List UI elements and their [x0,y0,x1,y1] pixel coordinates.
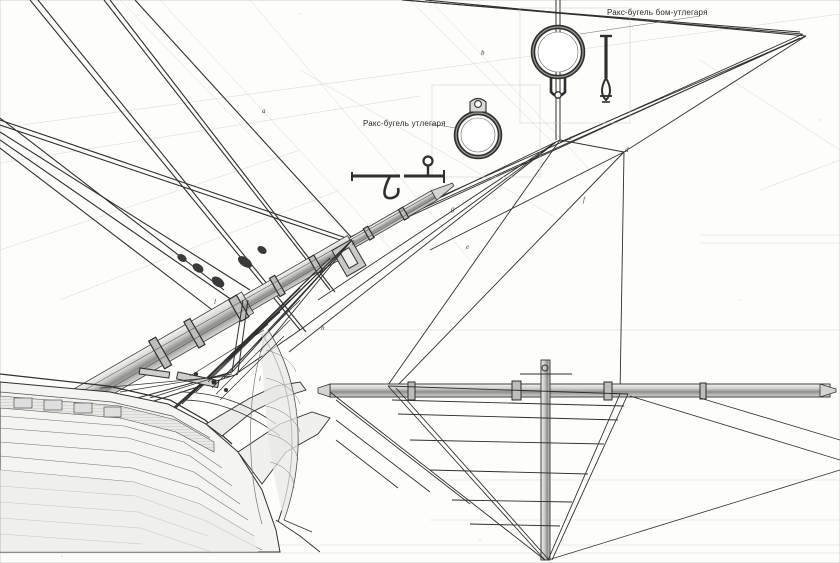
reference-mark-e: e [466,243,470,251]
caption-jib-boom-ring: Ракс-бугель утлегаря [363,119,446,128]
reference-mark-c: c [569,134,573,142]
reference-mark-k: k [352,239,356,247]
reference-mark-b: b [481,49,485,57]
reference-mark-a: a [262,107,266,115]
reference-mark-i: i [259,375,261,383]
reference-mark-h: h [321,324,325,332]
reference-mark-f: f [583,196,585,204]
reference-mark-d: d [625,146,629,154]
reference-mark-g: g [451,205,455,213]
reference-mark-l: l [214,298,216,306]
caption-flying-jib-boom-ring: Ракс-бугель бом-утлегаря [607,8,708,17]
